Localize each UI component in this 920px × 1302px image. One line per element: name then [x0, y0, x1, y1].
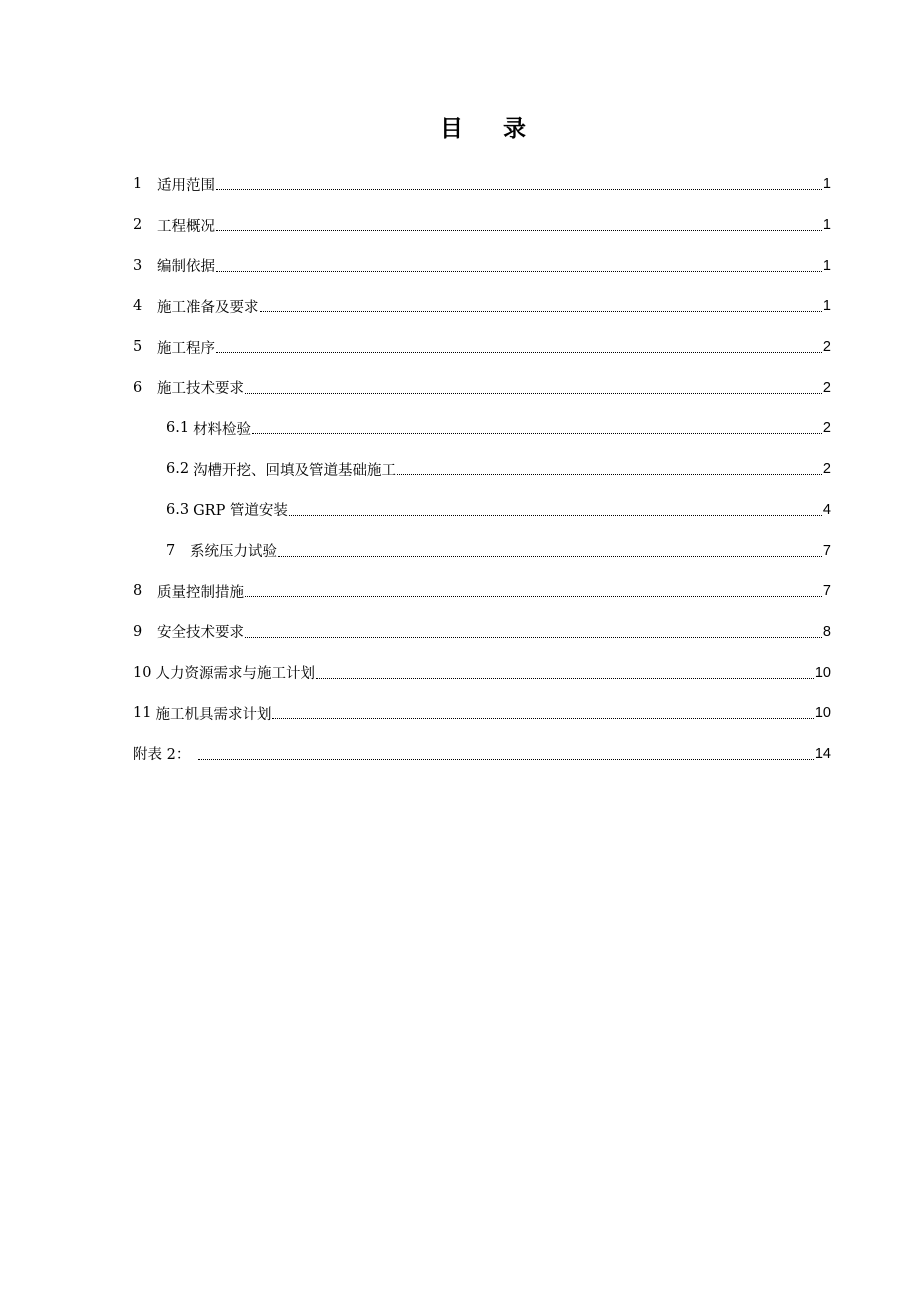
- dot-leader: [198, 758, 814, 760]
- toc-entry-page: 2: [822, 420, 831, 437]
- toc-subentry[interactable]: [133, 408, 831, 449]
- toc-entry-number: 11: [133, 705, 152, 722]
- toc-entry-label: 施工准备及要求: [157, 299, 259, 316]
- toc-entry-page: 1: [822, 217, 831, 234]
- toc-subentry[interactable]: [133, 490, 831, 531]
- toc-entry-number: 9: [133, 623, 143, 640]
- dot-leader: [216, 229, 822, 231]
- toc-entry-page: 2: [822, 339, 831, 356]
- toc-entry-number: 6.1: [166, 420, 190, 437]
- toc-entry[interactable]: [133, 327, 831, 368]
- toc-entry-label: 适用范围: [157, 177, 215, 194]
- toc-subentry[interactable]: [133, 449, 831, 490]
- toc-entry[interactable]: [133, 571, 831, 612]
- toc-entry-number: 5: [133, 339, 143, 356]
- toc-entry-page: 10: [814, 705, 831, 722]
- dot-leader: [252, 432, 822, 434]
- toc-entry-number: 4: [133, 298, 143, 315]
- toc-entry-label: 材料检验: [193, 421, 252, 438]
- dot-leader: [216, 188, 822, 190]
- dot-leader: [216, 351, 822, 353]
- title-char: 录: [503, 116, 526, 142]
- toc-entry-number: 10: [133, 664, 152, 681]
- toc-entry-page: 1: [822, 176, 831, 193]
- toc-entry-label: 附表 2：: [133, 747, 191, 764]
- dot-leader: [245, 636, 822, 638]
- toc-entry-label: 系统压力试验: [190, 544, 277, 561]
- dot-leader: [278, 555, 822, 557]
- toc-entry-number: 6: [133, 379, 143, 396]
- toc-entry[interactable]: [133, 286, 831, 327]
- toc-entry-label: 质量控制措施: [157, 584, 244, 601]
- toc-entry-page: 4: [822, 501, 831, 518]
- toc-entry[interactable]: [133, 612, 831, 653]
- toc-entry-label: 人力资源需求与施工计划: [155, 666, 315, 683]
- toc-entry-page: 2: [822, 379, 831, 396]
- toc-entry-number: 2: [133, 217, 143, 234]
- toc-entry-label: 编制依据: [157, 259, 215, 276]
- toc-entry[interactable]: [133, 367, 831, 408]
- dot-leader: [260, 310, 822, 312]
- dot-leader: [289, 514, 822, 516]
- toc-subentry[interactable]: [133, 530, 831, 571]
- dot-leader: [216, 270, 822, 272]
- toc-entry-number: 8: [133, 583, 143, 600]
- toc-entry-label: 沟槽开挖、回填及管道基础施工: [193, 462, 397, 479]
- toc-entry[interactable]: [133, 245, 831, 286]
- toc-entry-page: 1: [822, 298, 831, 315]
- toc-entry-page: 10: [814, 664, 831, 681]
- title-char: 目: [440, 116, 463, 142]
- toc-entry-label: 施工技术要求: [157, 381, 244, 398]
- toc-entry-page: 8: [822, 623, 831, 640]
- toc-entry-page: 14: [814, 745, 831, 762]
- toc-entry-number: 1: [133, 176, 143, 193]
- toc-entry[interactable]: [133, 652, 831, 693]
- toc-entry[interactable]: [133, 693, 831, 734]
- dot-leader: [245, 392, 822, 394]
- toc-entry-label: 施工程序: [157, 340, 215, 357]
- dot-leader: [272, 717, 813, 719]
- dot-leader: [316, 677, 814, 679]
- toc-entry-label: 安全技术要求: [157, 625, 244, 642]
- dot-leader: [245, 595, 822, 597]
- toc-entry-appendix[interactable]: [133, 734, 831, 775]
- toc-entry-page: 7: [822, 583, 831, 600]
- toc-title: [0, 110, 920, 143]
- toc-entry-number: 3: [133, 257, 143, 274]
- toc-entry[interactable]: [133, 205, 831, 246]
- table-of-contents: [133, 164, 831, 774]
- dot-leader: [397, 473, 822, 475]
- toc-entry[interactable]: [133, 164, 831, 205]
- toc-entry-number: 7: [166, 542, 176, 559]
- toc-entry-label: 工程概况: [157, 218, 215, 235]
- toc-entry-label: 施工机具需求计划: [155, 706, 272, 723]
- toc-entry-page: 1: [822, 257, 831, 274]
- toc-entry-page: 2: [822, 461, 831, 478]
- toc-entry-number: 6.2: [166, 461, 190, 478]
- toc-entry-page: 7: [822, 542, 831, 559]
- toc-entry-label: GRP 管道安装: [193, 503, 288, 520]
- toc-entry-number: 6.3: [166, 501, 190, 518]
